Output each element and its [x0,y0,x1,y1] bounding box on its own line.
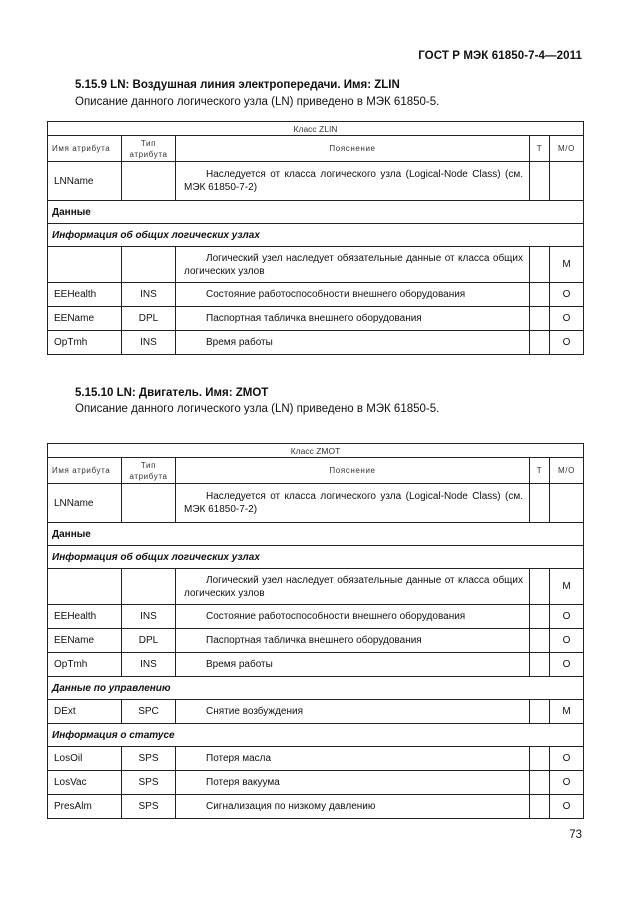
attribute-type: SPC [122,700,176,724]
explanation-text: Время работы [206,337,273,348]
mandatory-optional: M [550,247,584,283]
mandatory-optional: O [550,653,584,677]
attribute-type: INS [122,605,176,629]
explanation [176,307,530,331]
mandatory-optional: O [550,747,584,771]
group-label: Информация об общих логических узлах [48,224,584,247]
explanation-text: Логический узел наследует обязательные данные от класса общих логических узлов [184,252,523,277]
attribute-name: LNName [48,162,122,201]
explanation-text: Сигнализация по низкому давлению [206,801,376,812]
attribute-name: EEHealth [48,605,122,629]
mandatory-optional: O [550,331,584,355]
attribute-type: INS [122,283,176,307]
attribute-type [122,162,176,201]
attribute-type: DPL [122,307,176,331]
column-header-t: T [530,136,550,162]
explanation-text: Состояние работоспособности внешнего оборудования [206,611,466,622]
data-section-label: Данные [48,523,584,546]
document-header: ГОСТ Р МЭК 61850-7-4—2011 [418,50,582,62]
section-title: 5.15.9 LN: Воздушная линия электропередачи. Имя: ZLIN [75,79,400,91]
transient-flag [530,283,550,307]
explanation-text: Потеря вакуума [206,777,280,788]
explanation [176,629,530,653]
transient-flag [530,484,550,523]
attribute-name [48,247,122,283]
section-title: 5.15.10 LN: Двигатель. Имя: ZMOT [75,387,269,399]
section-description: Описание данного логического узла (LN) приведено в МЭК 61850-5. [75,96,440,108]
column-header-m-o: М/О [550,458,584,484]
class-label: Класс ZLIN [48,122,584,136]
column-header-attribute-type: Тип атрибута [122,136,176,162]
explanation-text: Время работы [206,659,273,670]
explanation [176,331,530,355]
table-row [48,569,584,605]
column-header-attribute-type: Тип атрибута [122,458,176,484]
attribute-name: EEName [48,629,122,653]
table-row [48,247,584,283]
explanation [176,700,530,724]
class-label: Класс ZMOT [48,444,584,458]
attribute-name: EEHealth [48,283,122,307]
explanation [176,484,530,523]
attribute-name: DExt [48,700,122,724]
table-row [48,283,584,307]
column-header-m-o: М/О [550,136,584,162]
table-row [48,771,584,795]
attribute-type: SPS [122,795,176,819]
logical-node-table-zmot [47,443,584,819]
transient-flag [530,247,550,283]
mandatory-optional: O [550,307,584,331]
attribute-name: OpTmh [48,653,122,677]
explanation-text: Потеря масла [206,753,272,764]
mandatory-optional [550,484,584,523]
mandatory-optional: M [550,569,584,605]
group-label: Информация о статусе [48,724,584,747]
attribute-type: INS [122,331,176,355]
group-label: Информация об общих логических узлах [48,546,584,569]
explanation-text: Наследуется от класса логического узла (Logical-Node Class) (см. МЭК 61850-7-2) [184,491,523,515]
transient-flag [530,331,550,355]
explanation-text: Наследуется от класса логического узла (Logical-Node Class) (см. МЭК 61850-7-2) [184,169,523,193]
table-row [48,629,584,653]
data-section-label: Данные [48,201,584,224]
column-header-explanation: Пояснение [176,136,530,162]
attribute-type [122,569,176,605]
transient-flag [530,162,550,201]
explanation [176,247,530,283]
explanation [176,605,530,629]
attribute-name [48,569,122,605]
table-row [48,605,584,629]
transient-flag [530,569,550,605]
attribute-name: EEName [48,307,122,331]
logical-node-table-zlin [47,121,584,355]
explanation-text: Паспортная табличка внешнего оборудования [206,313,422,324]
transient-flag [530,747,550,771]
attribute-name: PresAlm [48,795,122,819]
attribute-type: DPL [122,629,176,653]
attribute-name: LNName [48,484,122,523]
transient-flag [530,795,550,819]
attribute-type [122,247,176,283]
explanation [176,283,530,307]
column-header-attribute-name: Имя атрибута [48,136,122,162]
table-row [48,700,584,724]
mandatory-optional: M [550,700,584,724]
attribute-type [122,484,176,523]
explanation-text: Логический узел наследует обязательные данные от класса общих логических узлов [184,574,523,599]
attribute-type: INS [122,653,176,677]
column-header-attribute-name: Имя атрибута [48,458,122,484]
explanation [176,162,530,201]
transient-flag [530,653,550,677]
table-row [48,795,584,819]
page-number: 73 [569,829,582,841]
table-row [48,747,584,771]
mandatory-optional [550,162,584,201]
explanation [176,795,530,819]
mandatory-optional: O [550,771,584,795]
attribute-name: OpTmh [48,331,122,355]
explanation-text: Паспортная табличка внешнего оборудования [206,635,422,646]
explanation [176,569,530,605]
mandatory-optional: O [550,629,584,653]
table-row [48,653,584,677]
explanation [176,747,530,771]
attribute-type: SPS [122,747,176,771]
section-description: Описание данного логического узла (LN) приведено в МЭК 61850-5. [75,403,440,415]
transient-flag [530,629,550,653]
transient-flag [530,700,550,724]
mandatory-optional: O [550,283,584,307]
table-row [48,331,584,355]
explanation [176,653,530,677]
explanation-text: Состояние работоспособности внешнего оборудования [206,289,466,300]
transient-flag [530,771,550,795]
mandatory-optional: O [550,795,584,819]
attribute-type: SPS [122,771,176,795]
transient-flag [530,605,550,629]
attribute-name: LosVac [48,771,122,795]
attribute-name: LosOil [48,747,122,771]
table-row [48,307,584,331]
transient-flag [530,307,550,331]
explanation-text: Снятие возбуждения [206,706,304,717]
mandatory-optional: O [550,605,584,629]
group-label: Данные по управлению [48,677,584,700]
column-header-explanation: Пояснение [176,458,530,484]
column-header-t: T [530,458,550,484]
explanation [176,771,530,795]
